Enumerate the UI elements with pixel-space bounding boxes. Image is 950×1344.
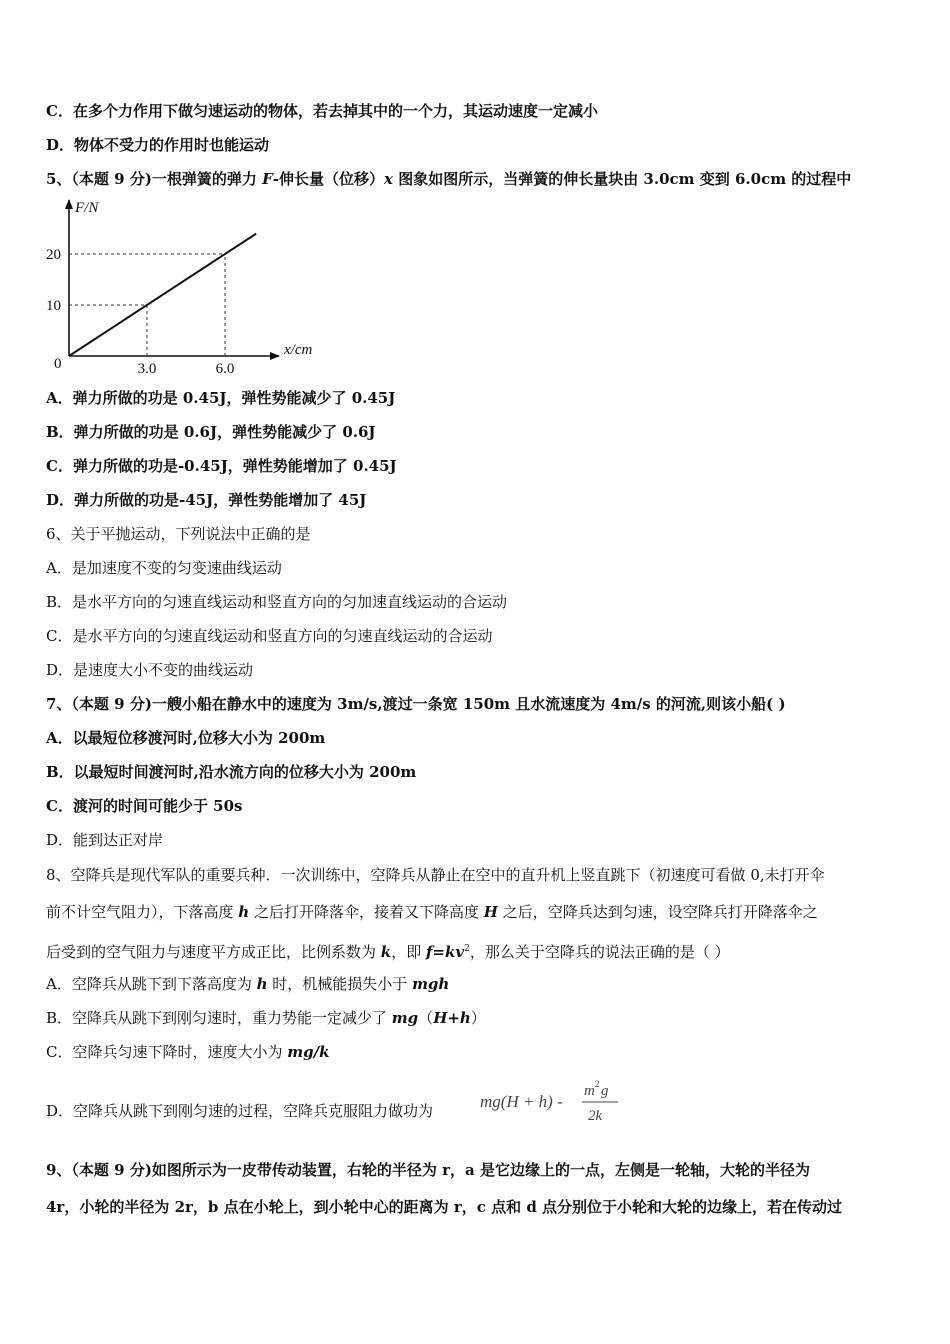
q5-option-d: D．弹力所做的功是-45J，弹性势能增加了 45J xyxy=(46,491,367,509)
q8-var-h: h xyxy=(238,903,250,921)
y-axis-label: F/N xyxy=(75,200,99,216)
q9-stem-line-1: 9、（本题 9 分)如图所示为一皮带传动装置，右轮的半径为 r，a 是它边缘上的一点，左侧是一轮轴，大轮的半径为 xyxy=(46,1161,810,1179)
q7-option-c: C．渡河的时间可能少于 50s xyxy=(46,797,243,815)
q8a-mgh: mgh xyxy=(412,975,450,993)
y-tick-10: 10 xyxy=(46,298,61,314)
q8c-mgk: mg/k xyxy=(287,1043,330,1061)
q5-option-b: B．弹力所做的功是 0.6J，弹性势能减少了 0.6J xyxy=(46,423,376,441)
formula-num-exp: 2 xyxy=(595,1079,600,1089)
q5-var-F: F xyxy=(262,170,273,188)
q8-option-d: D．空降兵从跳下到刚匀速的过程，空降兵克服阻力做功为 xyxy=(46,1102,434,1120)
q8a-var-h: h xyxy=(256,975,268,993)
x-tick-3: 3.0 xyxy=(137,361,157,377)
q8-text: 之后打开降落伞，接着又下降高度 xyxy=(249,903,484,921)
q5-stem-text: 5、（本题 9 分)一根弹簧的弹力 xyxy=(46,170,263,188)
q8-text: 后受到的空气阻力与速度平方成正比，比例系数为 xyxy=(46,943,381,961)
x-tick-6: 6.0 xyxy=(215,361,235,377)
work-formula xyxy=(478,1076,628,1130)
q7-option-a: A．以最短位移渡河时,位移大小为 200m xyxy=(46,729,326,747)
q8-text: 前不计空气阻力），下落高度 xyxy=(46,903,239,921)
q8-option-c xyxy=(46,1042,329,1062)
y-tick-20: 20 xyxy=(46,247,61,263)
q8-text: ，即 xyxy=(391,943,426,961)
q8-text: 之后，空降兵达到匀速，设空降兵打开降落伞之 xyxy=(497,903,818,921)
q8b-text: ） xyxy=(470,1009,486,1027)
q6-option-c: C．是水平方向的匀速直线运动和竖直方向的匀速直线运动的合运动 xyxy=(46,627,493,645)
formula-left: mg(H + h) - xyxy=(480,1092,563,1111)
q7-option-d: D．能到达正对岸 xyxy=(46,831,164,849)
q8-var-H: H xyxy=(483,903,498,921)
origin-label: 0 xyxy=(54,356,62,372)
q6-stem: 6、关于平抛运动，下列说法中正确的是 xyxy=(46,525,311,543)
q5-option-c: C．弹力所做的功是-0.45J，弹性势能增加了 0.45J xyxy=(46,457,397,475)
formula-num-g: g xyxy=(601,1083,609,1099)
q8-exp: 2 xyxy=(464,944,470,954)
spring-force-graph xyxy=(36,196,326,380)
q8-option-a xyxy=(46,974,449,994)
q8a-text: A．空降兵从跳下到下落高度为 xyxy=(46,975,257,993)
formula-den: 2k xyxy=(588,1108,603,1124)
q5-stem-text: 图象如图所示，当弹簧的伸长量块由 3.0cm 变到 6.0cm 的过程中 xyxy=(392,170,852,188)
force-line xyxy=(69,234,256,356)
q8c-text: C．空降兵匀速下降时，速度大小为 xyxy=(46,1043,288,1061)
q8-stem-line-3 xyxy=(46,939,730,962)
q6-option-b: B．是水平方向的匀速直线运动和竖直方向的匀加速直线运动的合运动 xyxy=(46,593,508,611)
q8-stem-line-2 xyxy=(46,902,818,922)
q6-option-d: D．是速度大小不变的曲线运动 xyxy=(46,661,254,679)
q7-option-b: B．以最短时间渡河时,沿水流方向的位移大小为 200m xyxy=(46,763,417,781)
q8-var-f: f xyxy=(425,943,433,961)
formula-num-m: m xyxy=(584,1083,595,1099)
q6-option-a: A．是加速度不变的匀变速曲线运动 xyxy=(46,559,282,577)
q5-var-x: x xyxy=(384,170,393,188)
q7-stem: 7、（本题 9 分)一艘小船在静水中的速度为 3m/s,渡过一条宽 150m 且水流速度为 4m/s 的河流,则该小船( ) xyxy=(46,695,786,713)
q8-text: ，那么关于空降兵的说法正确的是（ ） xyxy=(469,943,730,961)
q4-option-d: D．物体不受力的作用时也能运动 xyxy=(46,136,270,154)
q5-stem-text: -伸长量（位移） xyxy=(272,170,385,188)
q5-option-a: A．弹力所做的功是 0.45J，弹性势能减少了 0.45J xyxy=(46,389,396,407)
q8-var-k: k xyxy=(380,943,392,961)
x-axis-label: x/cm xyxy=(284,342,313,358)
q8b-mg: mg xyxy=(391,1009,419,1027)
q8b-text: （ xyxy=(418,1009,434,1027)
q4-option-c: C．在多个力作用下做匀速运动的物体，若去掉其中的一个力，其运动速度一定减小 xyxy=(46,102,598,120)
q8-stem-line-1: 8、空降兵是现代军队的重要兵种．一次训练中，空降兵从静止在空中的直升机上竖直跳下（初速度可看做 0,未打开伞 xyxy=(46,866,825,884)
q8b-text: B．空降兵从跳下到刚匀速时，重力势能一定减少了 xyxy=(46,1009,392,1027)
q8-option-b xyxy=(46,1008,486,1028)
q8a-text: 时，机械能损失小于 xyxy=(267,975,413,993)
q9-stem-line-2: 4r，小轮的半径为 2r，b 点在小轮上，到小轮中心的距离为 r，c 点和 d 点分别位于小轮和大轮的边缘上，若在传动过 xyxy=(46,1198,843,1216)
q8b-Hh: H+h xyxy=(433,1009,471,1027)
q5-stem xyxy=(46,169,851,189)
q8-var-kv: kv xyxy=(445,943,465,961)
q8-eq: = xyxy=(432,943,445,961)
